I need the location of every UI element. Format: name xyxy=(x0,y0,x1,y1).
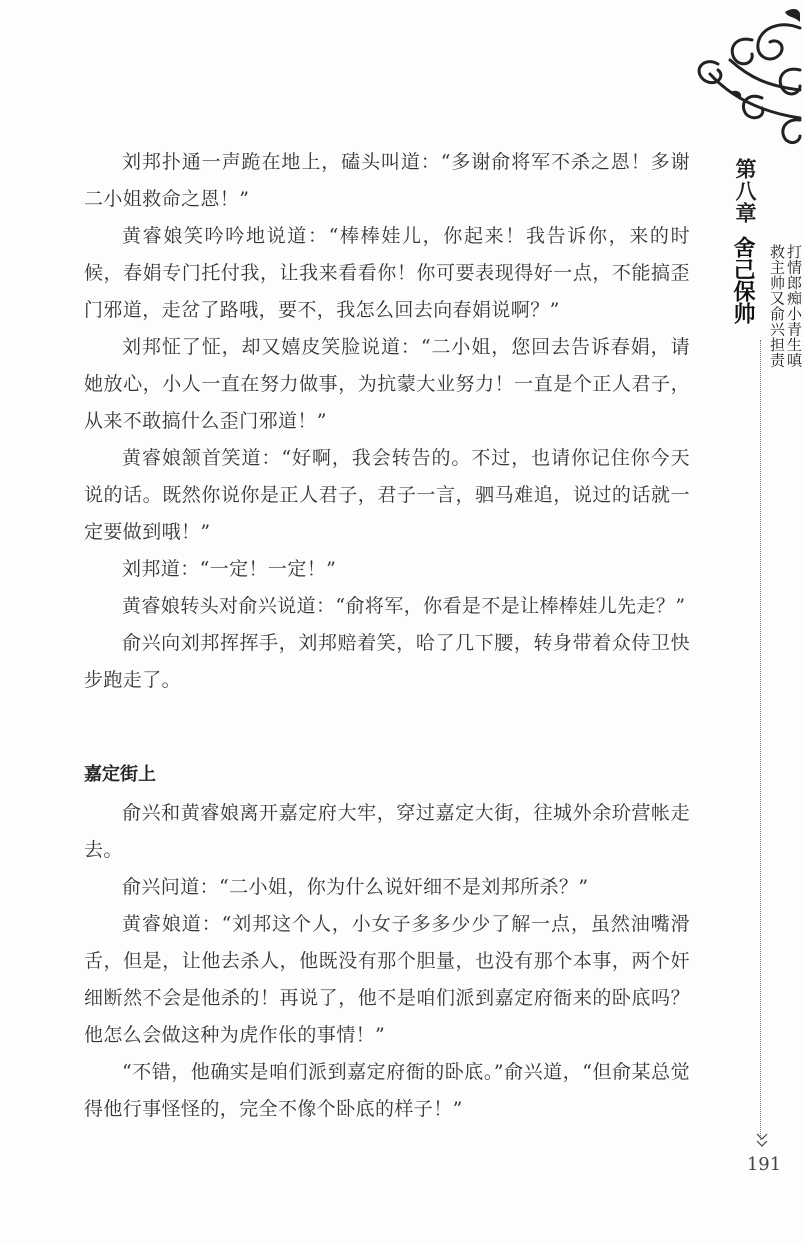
cloud-ornament-icon xyxy=(690,0,800,150)
paragraph: 俞兴问道：“二小姐，你为什么说奸细不是刘邦所杀？” xyxy=(122,876,589,898)
paragraph: 黄睿娘道：“刘邦这个人，小女子多多少少了解一点，虽然油嘴滑舌，但是，让他去杀人，他既没有那个胆量，也没有那个本事，两个奸细断然不会是他杀的！再说了，他不是咱们派到嘉定府衙来的卧底吗？他怎么会做这种为虎作伥的事情！” xyxy=(84,913,690,1046)
page-number: 191 xyxy=(746,1154,782,1175)
body-text xyxy=(84,144,690,1128)
section-heading: 嘉定街上 xyxy=(84,764,156,785)
paragraph: 刘邦怔了怔，却又嬉皮笑脸说道：“二小姐，您回去告诉春娟，请她放心，小人一直在努力做事，为抗蒙大业努力！一直是个正人君子，从来不敢搞什么歪门邪道！” xyxy=(84,336,690,432)
paragraph: 刘邦道：“一定！一定！” xyxy=(122,558,337,580)
paragraph: 黄睿娘转头对俞兴说道：“俞将军，你看是不是让棒棒娃儿先走？” xyxy=(122,595,686,617)
paragraph: 刘邦扑通一声跪在地上，磕头叫道：“多谢俞将军不杀之恩！多谢二小姐救命之恩！” xyxy=(84,151,690,210)
sidebar-divider xyxy=(760,340,761,1140)
paragraph: 俞兴和黄睿娘离开嘉定府大牢，穿过嘉定大街，往城外余玠营帐走去。 xyxy=(84,802,690,861)
chapter-title: 舍己保帅 xyxy=(730,236,755,324)
chapter-subtitle-line-2: 打情郎痴小青生嗔 xyxy=(785,244,803,368)
double-chevron-down-icon xyxy=(752,1131,772,1151)
paragraph: 俞兴向刘邦挥挥手，刘邦赔着笑，哈了几下腰，转身带着众侍卫快步跑走了。 xyxy=(84,632,690,691)
chapter-label: 第八章 xyxy=(733,158,757,224)
paragraph: 黄睿娘颔首笑道：“好啊，我会转告的。不过，也请你记住你今天说的话。既然你说你是正人君子，君子一言，驷马难追，说过的话就一定要做到哦！” xyxy=(84,447,690,543)
paragraph: 黄睿娘笑吟吟地说道：“棒棒娃儿，你起来！我告诉你，来的时候，春娟专门托付我，让我来看看你！你可要表现得好一点，不能搞歪门邪道，走岔了路哦，要不，我怎么回去向春娟说啊？” xyxy=(84,225,690,321)
chapter-subtitle-line-1: 救主帅又俞兴担责 xyxy=(768,244,786,368)
paragraph: “不错，他确实是咱们派到嘉定府衙的卧底。”俞兴道，“但俞某总觉得他行事怪怪的，完全不像个卧底的样子！” xyxy=(84,1061,690,1120)
